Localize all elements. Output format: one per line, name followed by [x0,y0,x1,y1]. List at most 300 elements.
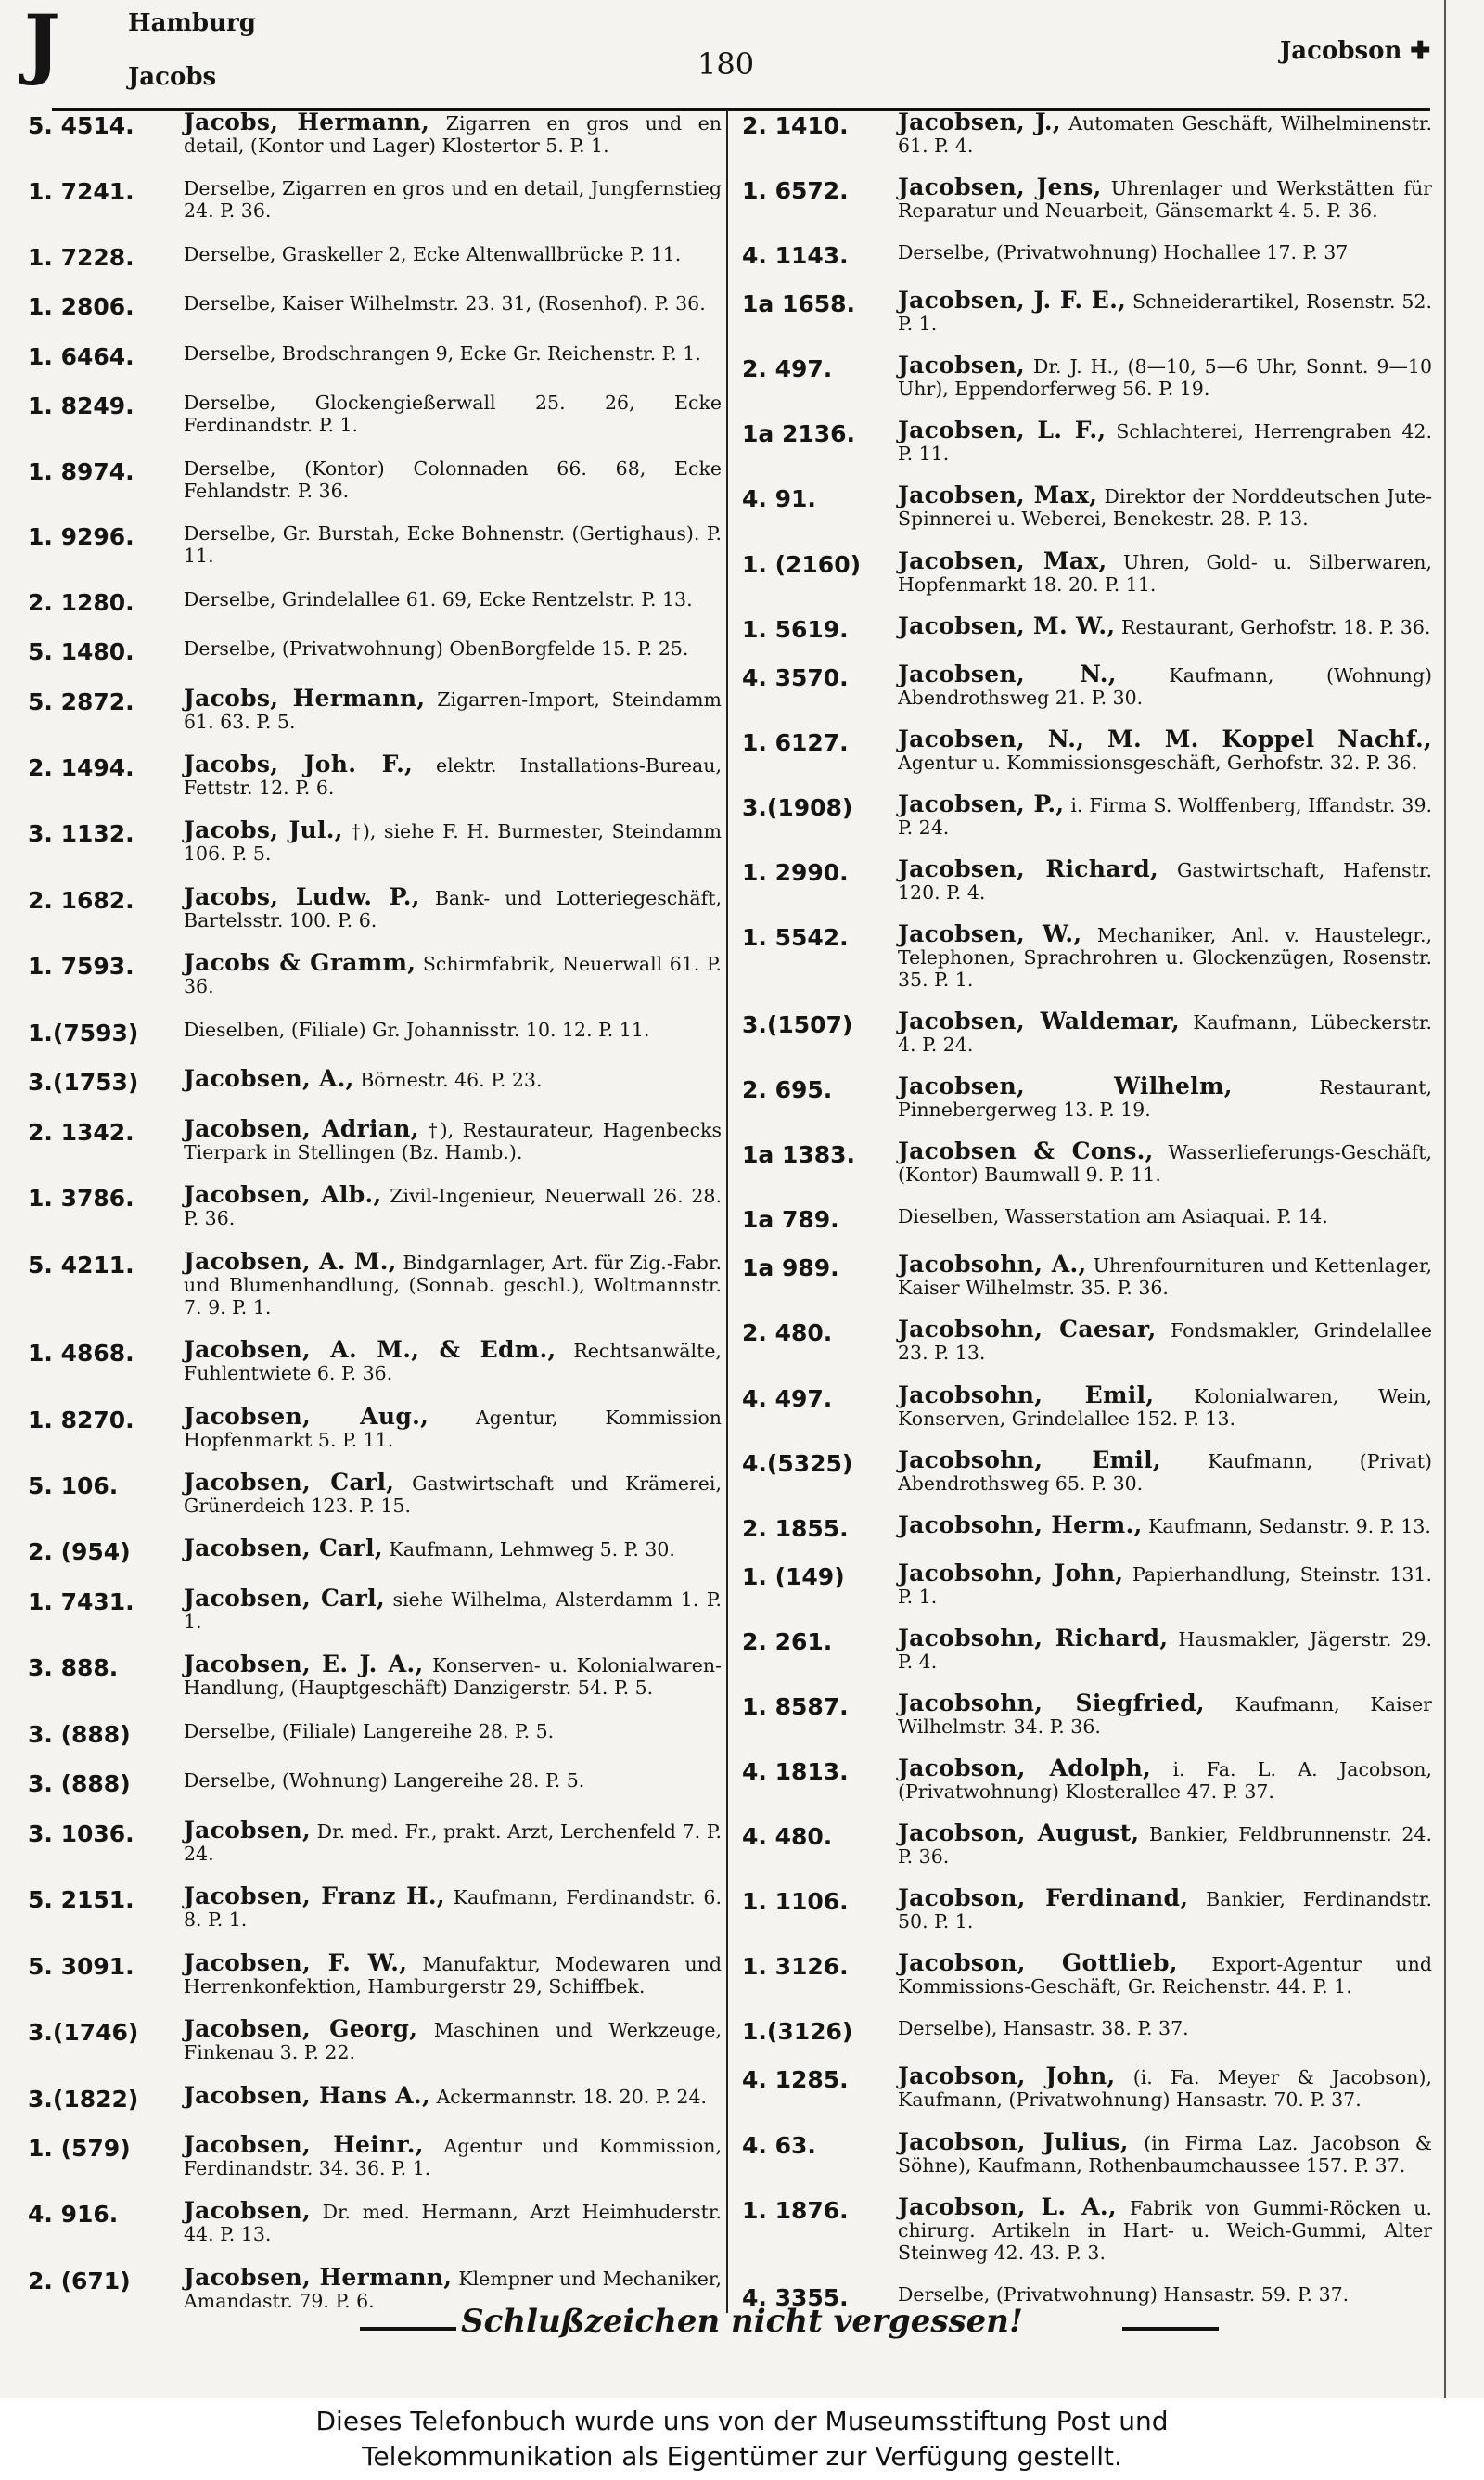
directory-entry [28,882,722,932]
subscriber-details: Bank- und Lotteriegeschäft, Bartelsstr. 100. P. 6. [184,886,722,932]
subscriber-name: Jacobsen, Hermann, [184,2263,453,2291]
subscriber-name: Jacobsohn, John, [898,1559,1124,1587]
directory-entry [28,637,722,666]
entry-text [184,1468,722,1517]
entry-text [898,660,1432,709]
entry-text [184,1114,722,1163]
subscriber-name: Jacobsohn, Caesar, [898,1316,1157,1343]
subscriber-name: Jacobsen, Max, [898,546,1107,574]
subscriber-name: Jacobsohn, Emil, [898,1446,1161,1473]
entry-text [184,1653,722,1699]
header-last-name: Jacobson ✚ [1280,37,1431,65]
page-number: 180 [697,46,755,82]
entry-text [184,637,722,660]
directory-entry [742,725,1432,774]
section-letter: J [24,0,60,88]
subscriber-name: Jacobsen, Carl, [184,1468,395,1496]
subscriber-details: (i. Fa. Meyer & Jacobson), Kaufmann, (Privatwohnung) Hansastr. 70. P. 37. [898,2066,1432,2112]
entry-text [184,392,722,436]
directory-entry [742,111,1432,157]
subscriber-details: Papierhandlung, Steinstr. 131. P. 1. [898,1562,1432,1608]
subscriber-details: Agentur, Kommission Hopfenmarkt 5. P. 11. [184,1406,722,1451]
phone-number: 1.(3126) [742,2018,853,2046]
phone-number: 2. 695. [742,1076,833,1104]
phone-number: 2. 497. [742,355,833,383]
directory-entry [28,522,722,567]
subscriber-details: Bankier, Ferdinandstr. 50. P. 1. [898,1888,1432,1934]
subscriber-details: Derselbe, (Kontor) Colonnaden 66. 68, Ecke Fehlandstr. P. 36. [184,456,722,502]
directory-entry [28,1065,722,1097]
directory-entry [28,2197,722,2246]
subscriber-details: Dieselben, (Filiale) Gr. Johannisstr. 10. 12. P. 11. [184,1018,650,1041]
directory-entry [28,816,722,866]
subscriber-details: Restaurant, Pinnebergerweg 13. P. 19. [898,1076,1432,1122]
subscriber-details: Agentur u. Kommissionsgeschäft, Gerhofstr. 32. P. 36. [898,751,1418,774]
entry-text [184,342,722,365]
entry-text [898,2192,1432,2264]
entry-text [184,750,722,799]
subscriber-name: Jacobsen, F. W., [184,1948,408,1976]
directory-entry [742,1689,1432,1738]
phone-number: 3. 1036. [28,1819,134,1847]
subscriber-details: Schlachterei, Herrengraben 42. P. 11. [898,420,1432,466]
entry-text [184,111,722,157]
subscriber-name: Jacobson, Gottlieb, [898,1949,1178,1977]
entry-text [184,949,722,998]
entry-text [898,241,1432,263]
entry-text [898,790,1432,839]
entry-text [898,1559,1432,1608]
subscriber-details: Dr. J. H., (8—10, 5—6 Uhr, Sonnt. 9—10 Uhr), Eppendorferweg 56. P. 19. [898,355,1432,401]
directory-entry [742,1010,1432,1056]
entry-text [898,855,1432,904]
subscriber-name: Jacobson, Adolph, [898,1754,1152,1782]
entry-text [184,1769,722,1792]
phone-number: 5. 3091. [28,1952,134,1980]
subscriber-name: Jacobsen, P., [898,790,1065,817]
phone-number: 2. 1494. [28,753,134,781]
subscriber-name: Jacobsohn, Herm., [898,1510,1143,1538]
directory-entry [742,1137,1432,1187]
subscriber-details: Automaten Geschäft, Wilhelminenstr. 61. P. 4. [898,112,1432,157]
footer-rule-right [1122,2327,1219,2331]
entry-text [898,1510,1432,1538]
entry-text [184,1537,722,1561]
subscriber-name: Jacobsen, M. W., [898,611,1116,639]
directory-entry [742,1754,1432,1804]
entry-text [184,1336,722,1385]
directory-entry [28,292,722,321]
directory-entry [28,1537,722,1566]
phone-number: 1. (149) [742,1562,845,1590]
directory-entry [28,1769,722,1798]
entry-text [898,1010,1432,1056]
phone-number: 4. 1813. [742,1758,849,1786]
entry-text [898,1253,1432,1299]
subscriber-name: Jacobsen, Aug., [184,1402,429,1430]
directory-entry [742,1949,1432,1998]
subscriber-details: Gastwirtschaft und Krämerei, Grünerdeich 123. P. 15. [184,1471,722,1517]
entry-text [898,173,1432,223]
subscriber-details: Dr. med. Fr., prakt. Arzt, Lerchenfeld 7. P. 24. [184,1819,722,1865]
phone-number: 1. (579) [28,2134,131,2162]
entry-text [898,1689,1432,1738]
subscriber-name: Jacobsen, Georg, [184,2015,418,2043]
phone-number: 5. 106. [28,1471,119,1499]
subscriber-name: Jacobsen, Heinr., [184,2130,424,2158]
subscriber-details: Mechaniker, Anl. v. Haustelegr., Telephonen, Sprachrohren u. Glockenzügen, Rosenstr. 35. P. 1. [898,924,1432,992]
entry-text [184,2130,722,2179]
copyright-line-1: Dieses Telefonbuch wurde uns von der Museumsstiftung Post und [315,2406,1169,2436]
subscriber-details: Zigarren en gros und en detail, (Kontor und Lager) Klostertor 5. P. 1. [184,112,722,157]
subscriber-details: Kaufmann, Kaiser Wilhelmstr. 34. P. 36. [898,1692,1432,1738]
header-first-name: Jacobs [128,63,217,91]
subscriber-details: i. Firma S. Wolffenberg, Iffandstr. 39. P. 24. [898,793,1432,839]
subscriber-details: †), Restaurateur, Hagenbecks Tierpark in Stellingen (Bz. Hamb.). [184,1118,722,1163]
phone-number: 2. 1342. [28,1118,134,1146]
subscriber-details: Kaufmann, Sedanstr. 9. P. 13. [1148,1514,1431,1537]
phone-number: 1. 3786. [28,1185,134,1213]
entry-text [898,1446,1432,1495]
phone-number: 1. 8974. [28,457,134,485]
right-column [742,111,1432,2312]
entry-text [898,289,1432,335]
entry-text [898,1205,1432,1227]
subscriber-name: Jacobsen, Adrian, [184,1114,419,1142]
entry-text [898,1624,1433,1673]
subscriber-name: Jacobsen, Waldemar, [898,1008,1181,1035]
directory-entry [28,1468,722,1517]
entry-text [898,419,1432,465]
subscriber-name: Jacobson, Julius, [898,2127,1129,2155]
directory-entry [742,173,1432,223]
directory-entry [742,855,1432,904]
subscriber-name: Jacobsen, Franz H., [184,1882,445,1910]
subscriber-name: Jacobsen, A. M., & Edm., [184,1336,556,1364]
directory-entry [28,243,722,272]
directory-entry [742,1075,1432,1121]
directory-entry [742,920,1432,992]
phone-number: 4. 1143. [742,242,849,270]
subscriber-details: Bankier, Feldbrunnenstr. 24. P. 36. [898,1823,1432,1869]
entry-text [184,1882,722,1932]
entry-text [184,1816,722,1865]
subscriber-name: Jacobsen, A., [184,1065,354,1093]
subscriber-details: †), siehe F. H. Burmester, Steindamm 106. P. 5. [184,820,722,866]
directory-entry [28,342,722,371]
entry-text [898,725,1432,774]
entry-text [898,354,1432,400]
subscriber-name: Jacobs, Joh. F., [184,750,414,777]
phone-number: 2. 1280. [28,588,134,616]
subscriber-details: Ackermannstr. 18. 20. P. 24. [436,2085,708,2108]
phone-number: 1a 789. [742,1206,839,1234]
subscriber-details: Derselbe, Kaiser Wilhelmstr. 23. 31, (Rosenhof). P. 36. [184,292,706,315]
phone-number: 3. 1132. [28,820,134,848]
subscriber-name: Jacobsohn, A., [898,1251,1087,1279]
directory-entry [28,588,722,617]
phone-number: 2. 1682. [28,886,134,914]
directory-entry [742,354,1432,400]
subscriber-details: Kaufmann, (Wohnung) Abendrothsweg 21. P. 30. [898,663,1432,709]
subscriber-details: Schneiderartikel, Rosenstr. 52. P. 1. [898,290,1432,336]
directory-entry [28,1882,722,1932]
subscriber-name: Jacobson, Ferdinand, [898,1884,1189,1912]
directory-entry [28,392,722,436]
subscriber-details: (in Firma Laz. Jacobson & Söhne), Kaufmann, Rothenbaumchaussee 157. P. 37. [898,2131,1432,2177]
phone-number: 4.(5325) [742,1449,853,1477]
column-divider [726,109,728,2313]
subscriber-name: Jacobson, August, [898,1819,1140,1847]
phone-number: 1. (2160) [742,550,862,578]
directory-entry [28,1584,722,1633]
subscriber-name: Jacobsen, [184,1816,311,1844]
subscriber-name: Jacobsen, Alb., [184,1181,382,1209]
phone-number: 1a 1383. [742,1141,856,1169]
subscriber-name: Jacobsen, [898,352,1025,379]
subscriber-details: Derselbe, Graskeller 2, Ecke Altenwallbrücke P. 11. [184,242,682,265]
directory-entry [28,1019,722,1047]
subscriber-name: Jacobsen & Cons., [898,1137,1154,1165]
entry-text [184,522,722,567]
subscriber-details: Uhren, Gold- u. Silberwaren, Hopfenmarkt 18. 20. P. 11. [898,550,1432,596]
entry-text [184,684,722,733]
subscriber-name: Jacobsen, Max, [898,482,1098,509]
phone-number: 4. 480. [742,1823,833,1851]
directory-entry [28,2130,722,2179]
subscriber-name: Jacobs, Jul., [184,816,343,844]
directory-entry [742,790,1432,839]
phone-number: 1. 5619. [742,615,849,643]
directory-entry [742,611,1432,644]
subscriber-name: Jacobs, Hermann, [184,109,430,135]
phone-number: 4. 91. [742,485,816,513]
subscriber-name: Jacobsen, E. J. A., [184,1651,424,1678]
entry-text [898,546,1432,596]
subscriber-details: Zigarren-Import, Steindamm 61. 63. P. 5. [184,687,722,733]
subscriber-details: Dieselben, Wasserstation am Asiaquai. P. 14. [898,1205,1328,1228]
directory-entry [28,2015,722,2064]
phone-number: 3. (888) [28,1720,131,1748]
subscriber-name: Jacobsen, [184,2197,311,2225]
entry-text [184,882,722,932]
phone-number: 1. 7228. [28,243,134,271]
subscriber-name: Jacobson, John, [898,2062,1116,2090]
entry-text [898,1075,1432,1121]
entry-text [184,243,722,265]
phone-number: 4. 63. [742,2131,816,2159]
phone-number: 2. (671) [28,2267,131,2294]
footer-notice: Schlußzeichen nicht vergessen! [461,2303,1023,2340]
phone-number: 2. 1855. [742,1514,849,1542]
phone-number: 3.(1507) [742,1011,853,1039]
subscriber-details: Kolonialwaren, Wein, Konserven, Grindelallee 152. P. 13. [898,1384,1432,1430]
directory-entry [742,419,1432,465]
phone-number: 1. 8270. [28,1406,134,1433]
entry-text [898,2017,1432,2039]
directory-entry [742,2127,1432,2177]
subscriber-name: Jacobsen, L. F., [898,417,1107,444]
phone-number: 3.(1753) [28,1069,139,1097]
subscriber-name: Jacobsen, Wilhelm, [898,1073,1233,1100]
entry-text [184,1247,722,1318]
subscriber-details: Derselbe, Brodschrangen 9, Ecke Gr. Reichenstr. P. 1. [184,341,701,365]
phone-number: 3.(1746) [28,2019,139,2047]
subscriber-details: Uhrenlager und Werkstätten für Reparatur und Neuarbeit, Gänsemarkt 4. 5. P. 36. [898,177,1432,223]
phone-number: 1. 5542. [742,924,849,952]
phone-number: 1. 7431. [28,1587,134,1615]
subscriber-name: Jacobs & Gramm, [184,949,416,977]
directory-entry [28,1181,722,1230]
subscriber-name: Jacobsen, Jens, [898,173,1102,201]
subscriber-name: Jacobsen, Carl, [184,1535,383,1562]
phone-number: 1. 7241. [28,178,134,206]
phone-number: 1. 2990. [742,858,849,886]
phone-number: 4. 3355. [742,2283,849,2311]
phone-number: 1. 1876. [742,2196,849,2224]
subscriber-details: Derselbe, Gr. Burstah, Ecke Bohnenstr. (Gertighaus). P. 11. [184,522,722,568]
entry-text [898,111,1432,157]
phone-number: 1. 2806. [28,293,134,321]
subscriber-details: Direktor der Norddeutschen Jute-Spinnerei u. Weberei, Benekestr. 28. P. 13. [898,485,1432,531]
phone-number: 1. 6127. [742,728,849,756]
subscriber-details: Zivil-Ingenieur, Neuerwall 26. 28. P. 36. [184,1185,722,1230]
subscriber-details: Agentur und Kommission, Ferdinandstr. 34. 36. P. 1. [184,2134,722,2179]
entry-text [184,292,722,315]
subscriber-name: Jacobsohn, Siegfried, [898,1689,1205,1716]
entry-text [898,2127,1432,2177]
subscriber-name: Jacobs, Hermann, [184,684,426,712]
directory-entry [742,1253,1432,1299]
subscriber-details: i. Fa. L. A. Jacobson, (Privatwohnung) Klosterallee 47. P. 37. [898,1758,1432,1804]
entry-text [184,1065,722,1093]
entry-text [898,1884,1432,1934]
directory-entry [742,660,1432,709]
subscriber-details: Kaufmann, Ferdinandstr. 6. 8. P. 1. [184,1886,722,1932]
phone-number: 5. 2151. [28,1886,134,1914]
directory-entry [28,684,722,733]
directory-entry [742,1624,1433,1673]
entry-text [184,1402,722,1451]
subscriber-details: Derselbe, (Filiale) Langereihe 28. P. 5. [184,1719,555,1742]
subscriber-details: Gastwirtschaft, Hafenstr. 120. P. 4. [898,858,1432,904]
subscriber-details: Manufaktur, Modewaren und Herrenkonfektion, Hamburgerstr 29, Schiffbek. [184,1952,723,1998]
entry-text [184,588,722,610]
entry-text [184,177,722,222]
phone-number: 3. (888) [28,1770,131,1798]
entry-text [184,2197,722,2246]
phone-number: 1. 6572. [742,177,849,205]
directory-entry [28,1653,722,1699]
entry-text [184,1019,722,1041]
phone-number: 5. 4514. [28,112,134,139]
directory-entry [28,949,722,998]
subscriber-details: Kaufmann, (Privat) Abendrothsweg 65. P. 30. [898,1449,1432,1495]
page-edge [1444,0,1446,2398]
entry-text [898,1819,1432,1869]
phone-number: 2. 261. [742,1627,833,1655]
subscriber-name: Jacobsen, Carl, [184,1584,385,1612]
directory-entry [742,484,1432,530]
entry-text [184,2081,722,2109]
subscriber-name: Jacobs, Ludw. P., [184,882,420,910]
subscriber-name: Jacobsen, A. M., [184,1247,397,1275]
directory-entry [28,177,722,222]
subscriber-name: Jacobsen, J., [898,109,1061,135]
directory-entry [742,2017,1432,2046]
subscriber-details: Bindgarnlager, Art. für Zig.-Fabr. und Blumenhandlung, (Sonnab. geschl.), Woltmannstr. 7. 9. P. 1. [184,1251,722,1318]
copyright-line-2: Telekommunikation als Eigentümer zur Verfügung gestellt. [362,2441,1122,2472]
entry-text [184,1181,722,1230]
directory-entry [742,1205,1432,1234]
subscriber-name: Jacobson, L. A., [898,2192,1117,2220]
phone-number: 4. 497. [742,1384,833,1412]
subscriber-details: Derselbe, Grindelallee 61. 69, Ecke Rentzelstr. P. 13. [184,587,693,610]
entry-text [184,457,722,502]
header-city: Hamburg [128,9,256,37]
subscriber-details: Derselbe), Hansastr. 38. P. 37. [898,2017,1189,2040]
subscriber-name: Jacobsen, N., M. M. Koppel Nachf., [898,725,1432,752]
directory-entry [742,1510,1432,1543]
subscriber-details: Dr. med. Hermann, Arzt Heimhuderstr. 44. P. 13. [184,2201,722,2246]
phone-number: 2. 1410. [742,112,849,139]
phone-number: 3. 888. [28,1654,119,1682]
subscriber-details: Konserven- u. Kolonialwaren-Handlung, (Hauptgeschäft) Danzigerstr. 54. P. 5. [184,1654,722,1700]
subscriber-details: Uhrenfournituren und Kettenlager, Kaiser Wilhelmstr. 35. P. 36. [898,1254,1432,1300]
directory-entry [28,457,722,502]
subscriber-details: Rechtsanwälte, Fuhlentwiete 6. P. 36. [184,1340,722,1385]
subscriber-details: Börnestr. 46. P. 23. [360,1069,543,1092]
phone-number: 4. 916. [28,2201,119,2229]
phone-number: 3.(1908) [742,793,853,821]
directory-entry [742,546,1432,596]
entry-text [184,816,722,866]
subscriber-details: Hausmakler, Jägerstr. 29. P. 4. [898,1627,1433,1673]
entry-text [898,611,1432,639]
directory-entry [742,2062,1432,2112]
subscriber-details: Maschinen und Werkzeuge, Finkenau 3. P. 22. [184,2019,722,2064]
entry-text [184,1720,722,1742]
directory-entry [28,1336,722,1385]
directory-entry [742,1819,1432,1869]
directory-entry [28,1948,723,1998]
phone-number: 1. 6464. [28,342,134,370]
subscriber-details: Schirmfabrik, Neuerwall 61. P. 36. [184,953,722,998]
copyright-notice [0,2398,1484,2480]
subscriber-details: Export-Agentur und Kommissions-Geschäft, Gr. Reichenstr. 44. P. 1. [898,1953,1432,1998]
subscriber-name: Jacobsohn, Emil, [898,1381,1155,1408]
directory-entry [28,1816,722,1865]
subscriber-name: Jacobsen, W., [898,920,1082,948]
phone-number: 1a 1658. [742,290,856,318]
entry-text [898,1754,1432,1804]
subscriber-details: Fabrik von Gummi-Röcken u. chirurg. Artikeln in Hart- u. Weich-Gummi, Alter Steinweg 42. 43. P. 3. [898,2196,1432,2264]
directory-entry [28,111,722,157]
phone-number: 3.(1822) [28,2085,139,2113]
directory-entry [742,1318,1432,1364]
phone-number: 1a 989. [742,1254,839,1282]
directory-entry [742,2192,1432,2264]
subscriber-name: Jacobsen, J. F. E., [898,287,1127,315]
phone-number: 5. 4211. [28,1251,134,1279]
subscriber-name: Jacobsen, Richard, [898,855,1159,882]
phone-number: 2. 480. [742,1319,833,1347]
phone-number: 1. 7593. [28,953,134,981]
entry-text [898,920,1432,992]
subscriber-details: siehe Wilhelma, Alsterdamm 1. P. 1. [184,1587,722,1633]
subscriber-details: Wasserlieferungs-Geschäft, (Kontor) Baumwall 9. P. 11. [898,1141,1432,1187]
entry-text [898,1318,1432,1364]
